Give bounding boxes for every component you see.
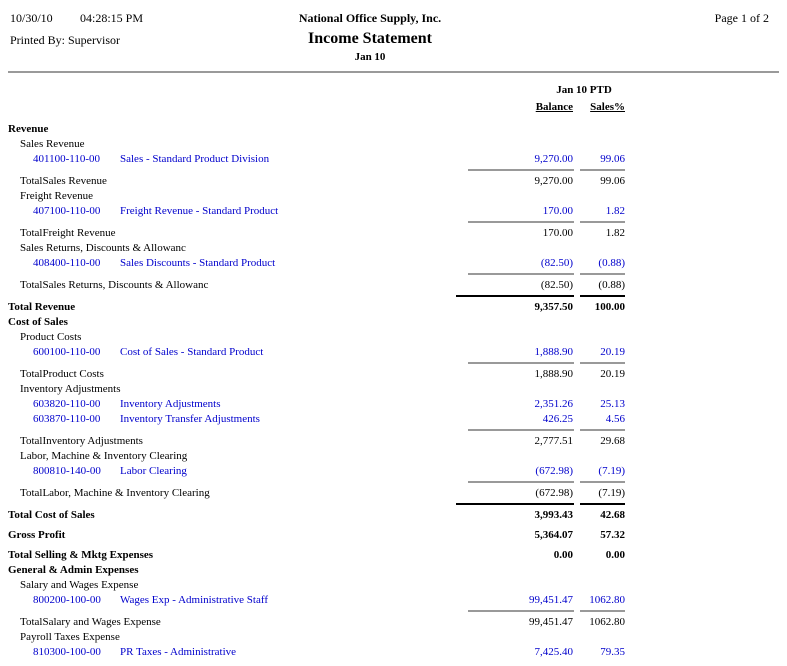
sales-pct-rule-segment (580, 295, 625, 297)
subtotal-label: TotalSales Returns, Discounts & Allowanc (20, 279, 209, 291)
report-title-block (130, 0, 610, 63)
account-detail-row (0, 256, 787, 271)
account-detail-row (0, 412, 787, 427)
sales-pct-rule-segment (580, 481, 625, 483)
account-sales-pct-value[interactable]: (7.19) (598, 465, 625, 477)
subtotal-sales-pct-value: 99.06 (600, 175, 625, 187)
total-balance-value: 5,364.07 (534, 529, 573, 541)
section-heading-label: General & Admin Expenses (8, 564, 139, 576)
subtotal-rule-line (0, 219, 787, 226)
subtotal-row (0, 615, 787, 630)
account-number-link[interactable]: 800200-100-00 (33, 594, 101, 606)
account-detail-row (0, 593, 787, 608)
account-detail-row (0, 204, 787, 219)
account-detail-row (0, 345, 787, 360)
subtotal-rule-line (0, 167, 787, 174)
account-number-link[interactable]: 810300-100-00 (33, 646, 101, 658)
total-sales-pct-value: 0.00 (605, 549, 625, 561)
balance-rule-segment (468, 221, 574, 223)
subtotal-balance-value: 170.00 (542, 227, 573, 239)
subtotal-balance-value: (672.98) (535, 487, 573, 499)
total-label: Total Revenue (8, 301, 76, 313)
sales-pct-rule-segment (580, 429, 625, 431)
subtotal-sales-pct-value: 20.19 (600, 368, 625, 380)
account-group-heading-row (0, 189, 787, 204)
account-group-heading-row (0, 449, 787, 464)
subtotal-rule-line (0, 479, 787, 486)
account-detail-row (0, 464, 787, 479)
account-sales-pct-value[interactable]: 1062.80 (589, 594, 625, 606)
balance-rule-segment (468, 429, 574, 431)
balance-rule-segment (468, 610, 574, 612)
sales-pct-rule-segment (580, 362, 625, 364)
account-detail-row (0, 152, 787, 167)
subtotal-rule-line (0, 271, 787, 278)
total-row (0, 508, 787, 523)
sales-pct-rule-segment (580, 221, 625, 223)
account-group-label: Salary and Wages Expense (20, 579, 139, 591)
subtotal-balance-value: 99,451.47 (529, 616, 573, 628)
account-sales-pct-value[interactable]: (0.88) (598, 257, 625, 269)
subtotal-row (0, 367, 787, 382)
subtotal-label: TotalProduct Costs (20, 368, 104, 380)
account-group-heading-row (0, 241, 787, 256)
subtotal-row (0, 226, 787, 241)
account-description-link[interactable]: Wages Exp - Administrative Staff (120, 594, 268, 606)
company-name: National Office Supply, Inc. (298, 11, 442, 25)
subtotal-label: TotalLabor, Machine & Inventory Clearing (20, 487, 210, 499)
section-heading-row (0, 315, 787, 330)
account-group-label: Sales Returns, Discounts & Allowanc (20, 242, 186, 254)
subtotal-label: TotalFreight Revenue (20, 227, 116, 239)
account-number-link[interactable]: 603820-110-00 (33, 398, 101, 410)
print-time: 04:28:15 PM (80, 11, 144, 25)
total-balance-value: 0.00 (553, 549, 573, 561)
account-group-label: Labor, Machine & Inventory Clearing (20, 450, 188, 462)
balance-rule-segment (468, 481, 574, 483)
report-period: Jan 10 (354, 51, 386, 63)
account-number-link[interactable]: 603870-110-00 (33, 413, 101, 425)
account-number-link[interactable]: 600100-110-00 (33, 346, 101, 358)
subtotal-sales-pct-value: 1062.80 (589, 616, 625, 628)
balance-rule-segment (468, 169, 574, 171)
account-sales-pct-value[interactable]: 1.82 (605, 205, 625, 217)
account-balance-value[interactable]: 170.00 (542, 205, 573, 217)
account-group-heading-row (0, 382, 787, 397)
account-balance-value[interactable]: 7,425.40 (534, 646, 573, 658)
account-group-label: Freight Revenue (20, 190, 94, 202)
account-description-link[interactable]: Cost of Sales - Standard Product (120, 346, 264, 358)
subtotal-balance-value: 1,888.90 (534, 368, 573, 380)
account-balance-value[interactable]: 99,451.47 (529, 594, 573, 606)
section-heading-row (0, 122, 787, 137)
column-headers (0, 70, 787, 122)
report-body-rows (0, 122, 787, 660)
account-number-link[interactable]: 407100-110-00 (33, 205, 101, 217)
account-description-link[interactable]: Inventory Adjustments (120, 398, 221, 410)
account-group-label: Product Costs (20, 331, 82, 343)
account-sales-pct-value[interactable]: 25.13 (600, 398, 625, 410)
account-group-heading-row (0, 630, 787, 645)
section-heading-row (0, 563, 787, 578)
account-balance-value[interactable]: 1,888.90 (534, 346, 573, 358)
section-heading-label: Revenue (8, 123, 49, 135)
account-description-link[interactable]: PR Taxes - Administrative (120, 646, 237, 658)
account-group-heading-row (0, 330, 787, 345)
account-group-label: Inventory Adjustments (20, 383, 121, 395)
subtotal-sales-pct-value: 29.68 (600, 435, 625, 447)
account-balance-value[interactable]: 9,270.00 (534, 153, 573, 165)
subtotal-sales-pct-value: (0.88) (598, 279, 625, 291)
subtotal-rule-line (0, 427, 787, 434)
total-row (0, 528, 787, 543)
total-label: Total Cost of Sales (8, 509, 95, 521)
subtotal-balance-value: 9,270.00 (534, 175, 573, 187)
subtotal-balance-value: (82.50) (540, 279, 573, 291)
subtotal-label: TotalSales Revenue (20, 175, 107, 187)
total-rule-line (0, 293, 787, 300)
account-sales-pct-value[interactable]: 4.56 (605, 413, 625, 425)
account-number-link[interactable]: 401100-110-00 (33, 153, 101, 165)
printed-by-label: Printed By: Supervisor (10, 33, 120, 47)
total-balance-value: 9,357.50 (534, 301, 573, 313)
total-row (0, 548, 787, 563)
total-label: Total Selling & Mktg Expenses (8, 549, 154, 561)
account-number-link[interactable]: 408400-110-00 (33, 257, 101, 269)
section-heading-label: Cost of Sales (8, 316, 68, 328)
account-description-link[interactable]: Sales - Standard Product Division (120, 153, 270, 165)
total-row (0, 300, 787, 315)
account-balance-value[interactable]: 426.25 (542, 413, 573, 425)
account-number-link[interactable]: 800810-140-00 (33, 465, 101, 477)
subtotal-sales-pct-value: (7.19) (598, 487, 625, 499)
subtotal-label: TotalInventory Adjustments (20, 435, 143, 447)
total-sales-pct-value: 57.32 (600, 529, 625, 541)
account-description-link[interactable]: Sales Discounts - Standard Product (120, 257, 276, 269)
total-rule-line (0, 501, 787, 508)
account-group-heading-row (0, 578, 787, 593)
account-group-label: Payroll Taxes Expense (20, 631, 120, 643)
period-column-group-header: Jan 10 PTD (556, 84, 612, 96)
account-description-link[interactable]: Labor Clearing (120, 465, 187, 477)
balance-rule-segment (468, 362, 574, 364)
account-balance-value[interactable]: (82.50) (540, 257, 573, 269)
account-description-link[interactable]: Inventory Transfer Adjustments (120, 413, 260, 425)
subtotal-rule-line (0, 608, 787, 615)
account-group-heading-row (0, 137, 787, 152)
balance-rule-segment (456, 295, 574, 297)
subtotal-balance-value: 2,777.51 (534, 435, 573, 447)
account-balance-value[interactable]: (672.98) (535, 465, 573, 477)
page-number: Page 1 of 2 (714, 11, 769, 25)
account-group-label: Sales Revenue (20, 138, 85, 150)
subtotal-label: TotalSalary and Wages Expense (20, 616, 161, 628)
balance-rule-segment (456, 503, 574, 505)
subtotal-row (0, 278, 787, 293)
total-balance-value: 3,993.43 (534, 509, 573, 521)
balance-column-header: Balance (535, 101, 573, 113)
balance-rule-segment (468, 273, 574, 275)
print-date: 10/30/10 (10, 11, 53, 25)
total-sales-pct-value: 100.00 (594, 301, 625, 313)
account-sales-pct-value[interactable]: 99.06 (600, 153, 625, 165)
sales-pct-rule-segment (580, 169, 625, 171)
account-detail-row (0, 397, 787, 412)
sales-pct-rule-segment (580, 273, 625, 275)
total-sales-pct-value: 42.68 (600, 509, 625, 521)
account-balance-value[interactable]: 2,351.26 (534, 398, 573, 410)
subtotal-row (0, 434, 787, 449)
subtotal-row (0, 486, 787, 501)
subtotal-sales-pct-value: 1.82 (605, 227, 625, 239)
account-sales-pct-value[interactable]: 79.35 (600, 646, 625, 658)
subtotal-row (0, 174, 787, 189)
report-title: Income Statement (308, 30, 432, 47)
subtotal-rule-line (0, 360, 787, 367)
sales-pct-column-header: Sales% (590, 101, 625, 113)
account-detail-row (0, 645, 787, 660)
total-label: Gross Profit (8, 529, 66, 541)
sales-pct-rule-segment (580, 503, 625, 505)
sales-pct-rule-segment (580, 610, 625, 612)
account-sales-pct-value[interactable]: 20.19 (600, 346, 625, 358)
report-page-header (0, 0, 787, 70)
account-description-link[interactable]: Freight Revenue - Standard Product (120, 205, 279, 217)
